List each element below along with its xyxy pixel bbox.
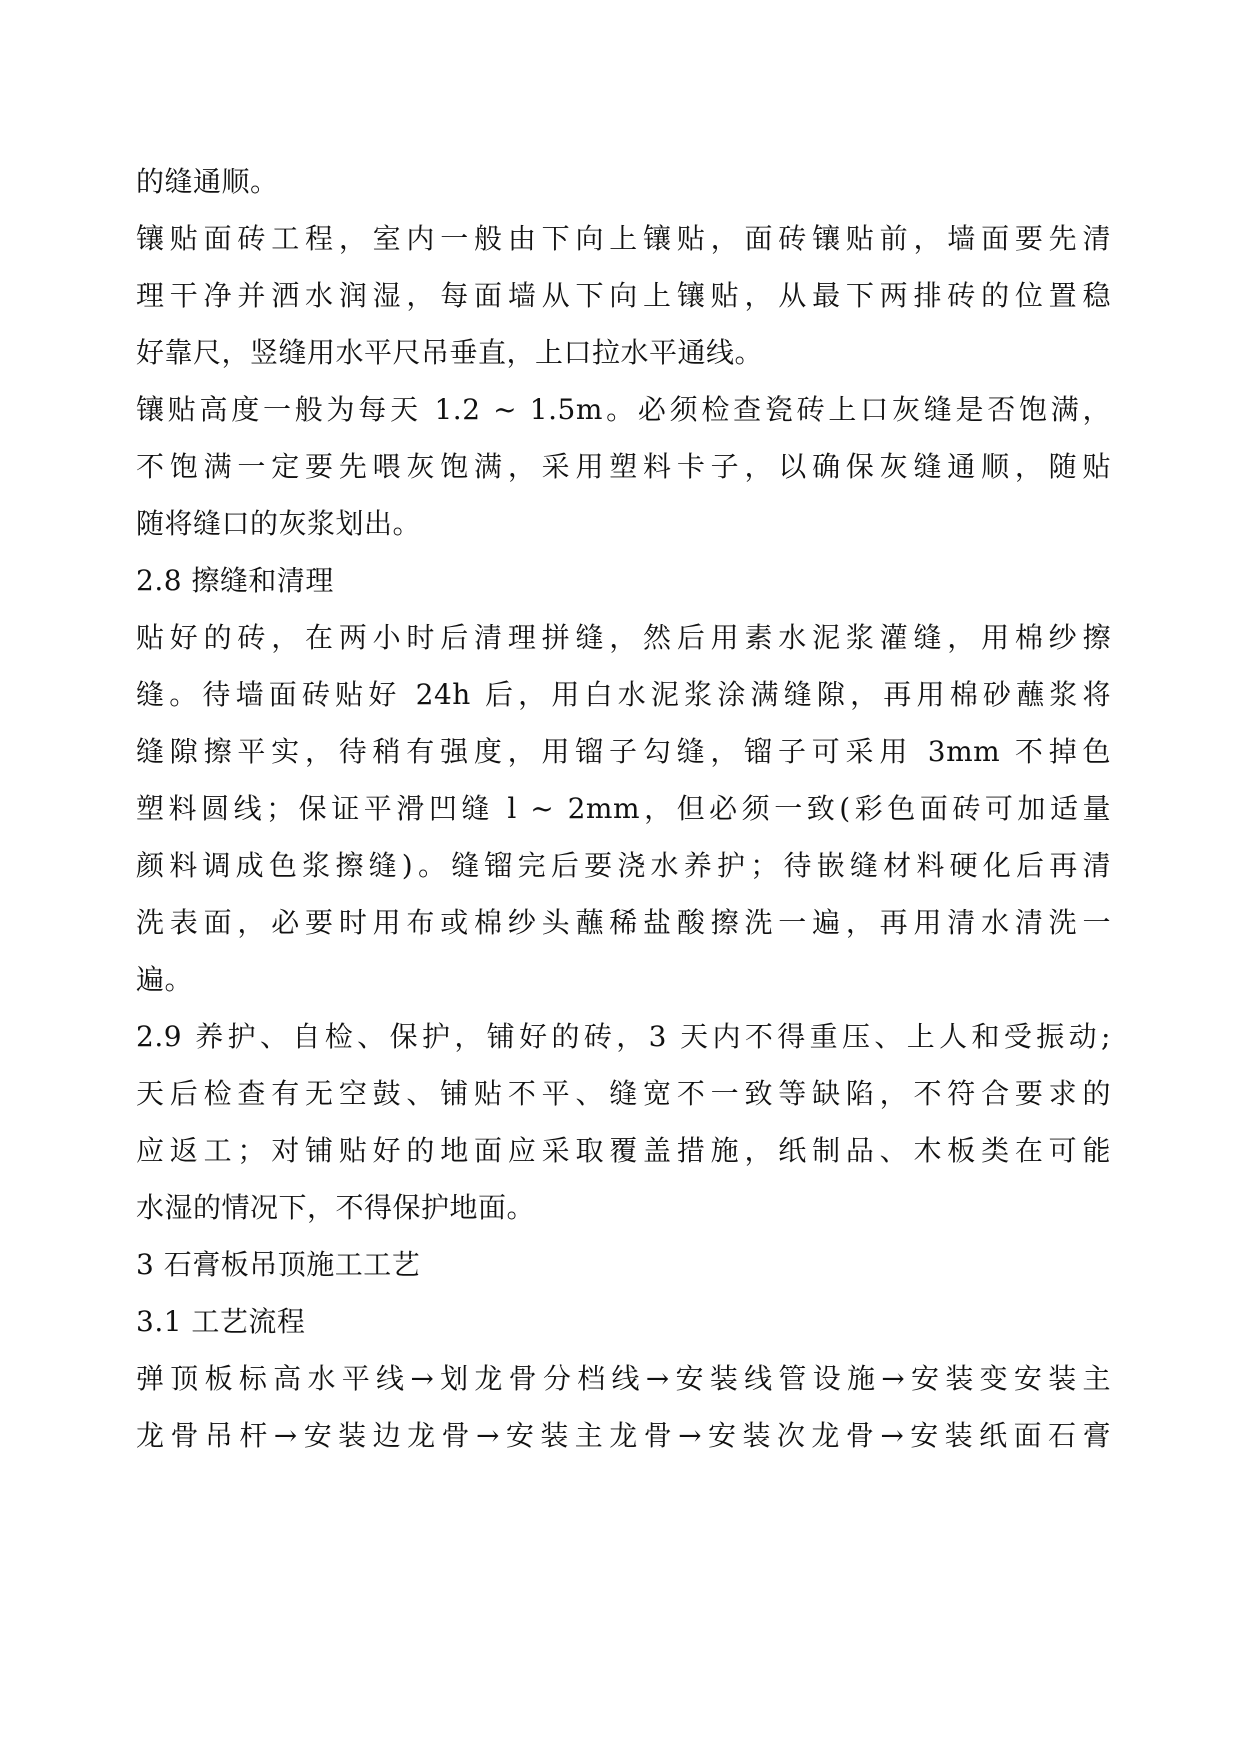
section-heading-3-1: 3.1 工艺流程 xyxy=(136,1305,306,1338)
text-line-14: 洗表面，必要时用布或棉纱头蘸稀盐酸擦洗一遍，再用清水清洗一 xyxy=(136,906,1111,939)
text-line-15: 遍。 xyxy=(136,963,194,996)
section-line-2-9: 2.9 养护、自检、保护，铺好的砖，3 天内不得重压、上人和受振动; xyxy=(136,1020,1111,1053)
section-heading-3: 3 石膏板吊顶施工工艺 xyxy=(136,1248,421,1281)
text-line-3: 理干净并洒水润湿，每面墙从下向上镶贴，从最下两排砖的位置稳 xyxy=(136,279,1111,312)
text-line-1: 的缝通顺。 xyxy=(136,165,279,198)
text-line-19: 水湿的情况下，不得保护地面。 xyxy=(136,1191,536,1224)
text-line-11: 缝隙擦平实，待稍有强度，用镏子勾缝，镏子可采用 3mm 不掉色 xyxy=(136,735,1111,768)
text-line-12: 塑料圆线；保证平滑凹缝 l ~ 2mm，但必须一致(彩色面砖可加适量 xyxy=(136,792,1111,825)
text-line-6: 不饱满一定要先喂灰饱满，采用塑料卡子，以确保灰缝通顺，随贴 xyxy=(136,450,1111,483)
text-line-2: 镶贴面砖工程，室内一般由下向上镶贴，面砖镶贴前，墙面要先清 xyxy=(136,222,1111,255)
text-line-5: 镶贴高度一般为每天 1.2 ~ 1.5m。必须检查瓷砖上口灰缝是否饱满， xyxy=(136,393,1111,426)
text-line-18: 应返工；对铺贴好的地面应采取覆盖措施，纸制品、木板类在可能 xyxy=(136,1134,1111,1167)
text-line-9: 贴好的砖，在两小时后清理拼缝，然后用素水泥浆灌缝，用棉纱擦 xyxy=(136,621,1111,654)
text-line-17: 天后检查有无空鼓、铺贴不平、缝宽不一致等缺陷，不符合要求的 xyxy=(136,1077,1111,1110)
text-line-23: 龙骨吊杆→安装边龙骨→安装主龙骨→安装次龙骨→安装纸面石膏 xyxy=(136,1419,1111,1452)
text-line-4: 好靠尺，竖缝用水平尺吊垂直，上口拉水平通线。 xyxy=(136,336,764,369)
text-line-13: 颜料调成色浆擦缝)。缝镏完后要浇水养护；待嵌缝材料硬化后再清 xyxy=(136,849,1111,882)
text-line-7: 随将缝口的灰浆划出。 xyxy=(136,507,422,540)
section-heading-2-8: 2.8 擦缝和清理 xyxy=(136,564,334,597)
text-line-10: 缝。待墙面砖贴好 24h 后，用白水泥浆涂满缝隙，再用棉砂蘸浆将 xyxy=(136,678,1111,711)
text-line-22: 弹顶板标高水平线→划龙骨分档线→安装线管设施→安装变安装主 xyxy=(136,1362,1111,1395)
